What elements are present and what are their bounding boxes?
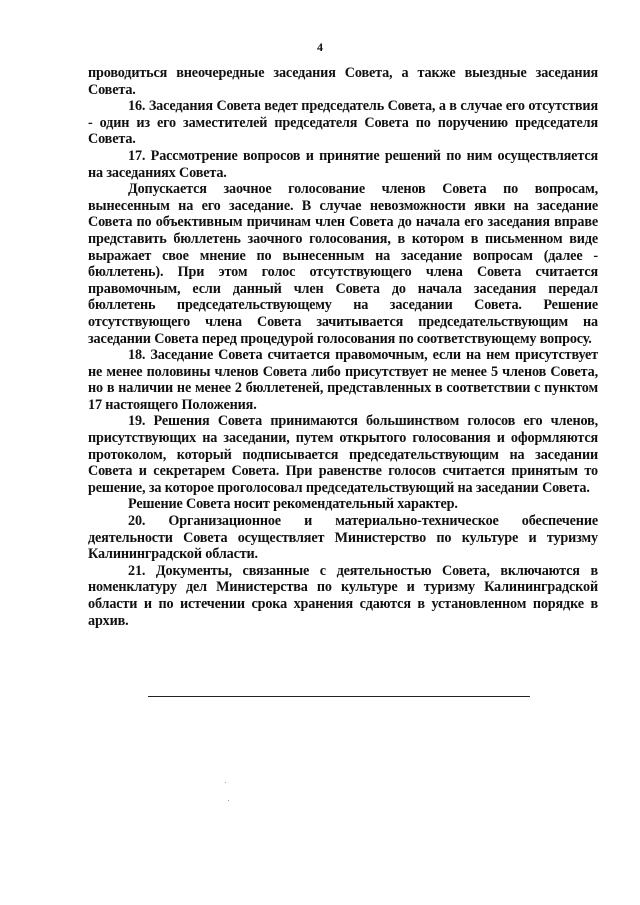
paragraph-17-absentee-voting: Допускается заочное голосование членов Совета по вопросам, вынесенным на его заседание. В случае невозможности явки на заседание Совета по объективным причинам член Совета до начала его заседания вправе представить бюллетень заочного голосования, в котором в письменном виде выражает свое мнение по вынесенным на заседание вопросам (далее - бюллетень). При этом голос отсутствующего члена Совета считается правомочным, если данный член Совета до начала заседания передал бюллетень председательствующему на заседании Совета. Решение отсутствующего члена Совета зачитывается председательствующим на заседании Совета перед процедурой голосования по соответствующему вопросу. [88,181,598,347]
paragraph-19-recommendation: Решение Совета носит рекомендательный характер. [128,496,458,513]
body-text [88,65,598,629]
page-number: 4 [317,40,323,54]
paragraph-16: 16. Заседания Совета ведет председатель Совета, а в случае его отсутствия - один из его заместителей председателя Совета по поручению председателя Совета. [88,98,598,148]
paragraph-18: 18. Заседание Совета считается правомочным, если на нем присутствует не менее половины членов Совета либо присутствует не менее 5 членов Совета, но в наличии не менее 2 бюллетеней, представленных в соответствии с пунктом 17 настоящего Положения. [88,347,598,413]
paragraph-20: 20. Организационное и материально-техническое обеспечение деятельности Совета осуществляет Министерство по культуре и туризму Калининградской области. [88,513,598,563]
paragraph-21: 21. Документы, связанные с деятельностью Совета, включаются в номенклатуру дел Министерства по культуре и туризму Калининградской области и по истечении срока хранения сдаются в установленном порядке в архив. [88,562,598,629]
paragraph-19: 19. Решения Совета принимаются большинством голосов его членов, присутствующих на заседании, путем открытого голосования и оформляются протоколом, который подписывается председательствующим на заседании Совета и секретарем Совета. При равенстве голосов считается принятым то решение, за которое проголосовал председательствующий на заседании Совета. [88,413,598,496]
paragraph-17: 17. Рассмотрение вопросов и принятие решений по ним осуществляется на заседаниях Совета. [88,147,598,181]
scan-speck [225,782,226,783]
paragraph-continuation: проводиться внеочередные заседания Совета, а также выездные заседания Совета. [88,65,598,98]
closing-rule [148,696,530,697]
scan-speck [228,800,229,801]
